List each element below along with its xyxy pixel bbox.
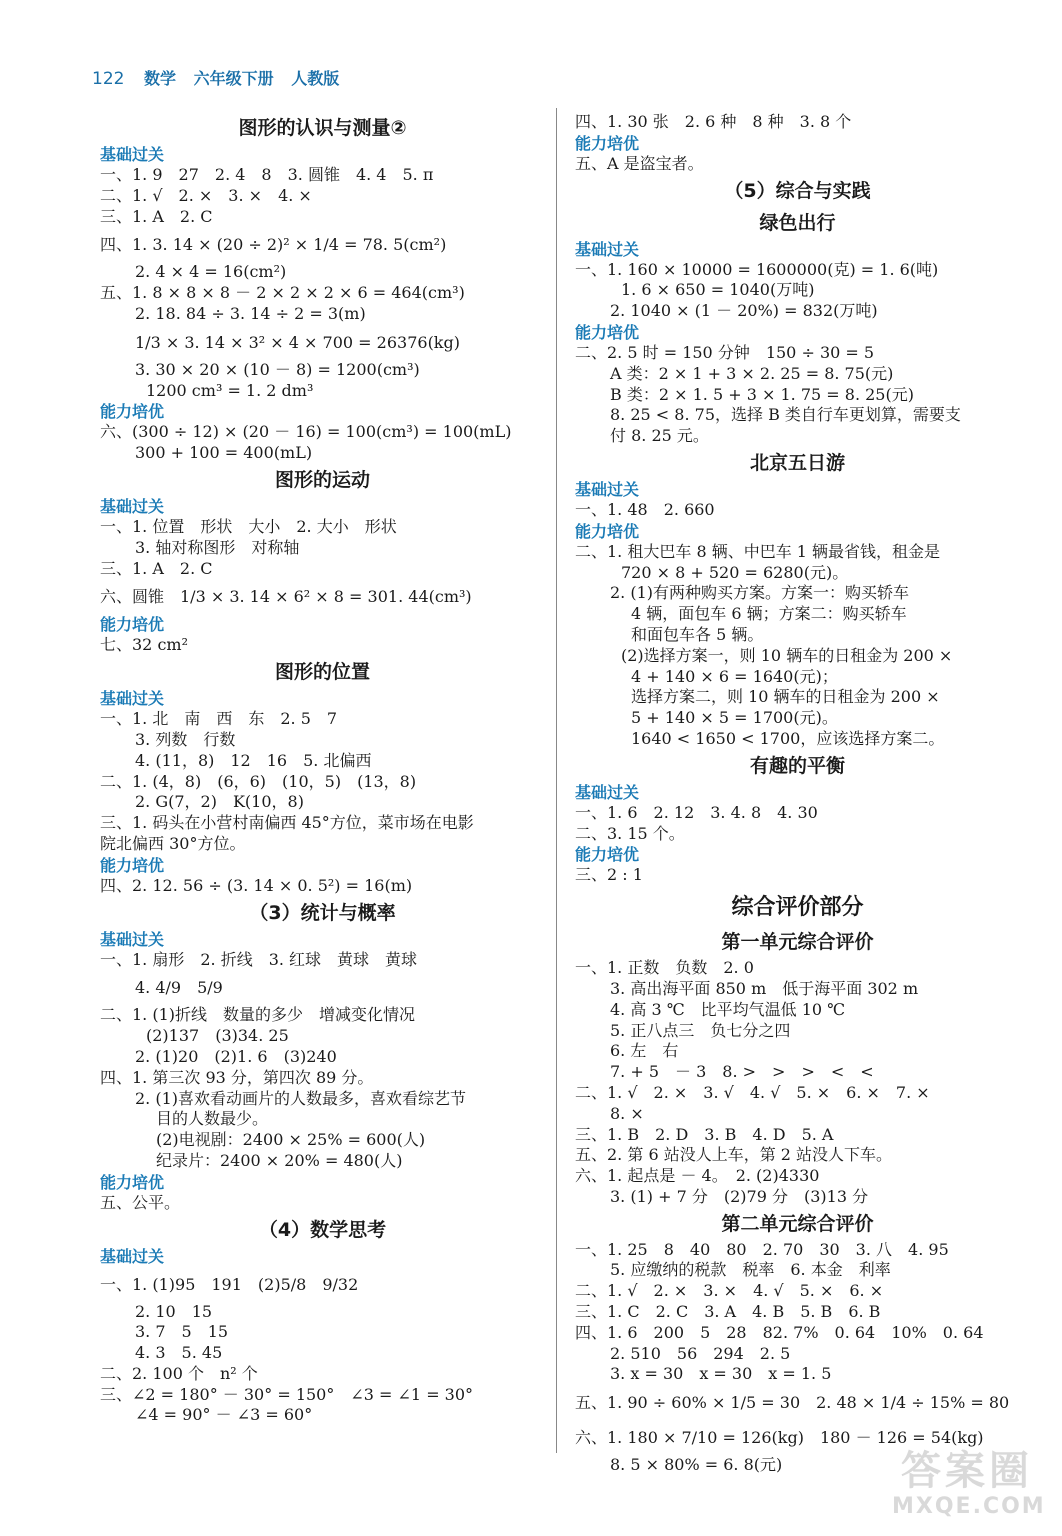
answer-line: 一、1. 9 27 2. 4 8 3. 圆锥 4. 4 5. π [100,165,434,184]
section-title: 图形的运动 [274,468,370,491]
subsection-label: 能力培优 [575,322,640,342]
answer-line: 3. x = 30 x = 30 x = 1. 5 [610,1364,832,1384]
answer-line: 三、1. B 2. D 3. B 4. D 5. A [575,1124,834,1144]
answer-line: 二、2. 100 个 n² 个 [100,1363,258,1383]
section-title: 第一单元综合评价 [721,931,874,954]
answer-line: 目的人数最少。 [156,1109,269,1129]
answer-line: 一、1. (1)95 191 (2)5/8 9/32 [100,1274,359,1294]
answer-line: 4 + 140 × 6 = 1640(元)； [631,666,838,686]
subsection-label: 基础过关 [100,929,165,949]
subsection-label: 能力培优 [100,615,165,635]
answer-line: 七、32 cm² [100,635,188,655]
column-divider [556,108,557,1453]
answer-line: 五、1. 8 × 8 × 8 － 2 × 2 × 2 × 6 = 464(cm³) [100,283,465,303]
answer-line: 六、1. 起点是 － 4。 2. (2)4330 [575,1166,820,1186]
answer-line: 四、1. 第三次 93 分，第四次 89 分。 [100,1067,374,1087]
answer-line: 二、1. √ 2. × 3. × 4. × [100,185,312,205]
subsection-label: 基础过关 [100,496,165,516]
subsection-label: 能力培优 [100,1172,165,1192]
answer-line: 三、1. A 2. C [100,558,213,578]
answer-line: 5. 正八点三 负七分之四 [610,1020,791,1040]
answer-line: 四、1. 3. 14 × (20 ÷ 2)² × 1/4 = 78. 5(cm²) [100,235,447,255]
answer-line: 六、(300 ÷ 12) × (20 － 16) = 100(cm³) = 100(mL) [100,422,512,442]
section-title: （4）数学思考 [258,1218,387,1241]
answer-line: 院北偏西 30°方位。 [100,833,246,853]
watermark-logo [892,1448,1046,1528]
subsection-label: 能力培优 [575,133,640,153]
answer-line: 3. 30 × 20 × (10 － 8) = 1200(cm³) [135,359,420,379]
answer-line: 纪录片：2400 × 20% = 480(人) [156,1150,403,1170]
answer-line: 1. 6 × 650 = 1040(万吨) [621,280,815,300]
answer-line: 7. + 5 － 3 8. > > > < < [610,1062,874,1082]
answer-line: B 类：2 × 1. 5 + 3 × 1. 75 = 8. 25(元) [610,384,914,404]
answer-line: 一、1. 扇形 2. 折线 3. 红球 黄球 黄球 [100,949,418,969]
section-title: 绿色出行 [759,211,836,234]
answer-line: 一、1. 160 × 10000 = 1600000(克) = 1. 6(吨) [575,259,939,279]
answer-line: 五、2. 第 6 站没人上车，第 2 站没人下车。 [575,1145,893,1165]
grade-label: 六年级下册 [193,69,274,88]
subsection-label: 能力培优 [575,521,640,541]
answer-line: 二、1. √ 2. × 3. × 4. √ 5. × 6. × [575,1281,884,1301]
answer-line: 4. 4/9 5/9 [135,978,223,998]
answer-line: 五、1. 90 ÷ 60% × 1/5 = 30 2. 48 × 1/4 ÷ 15% = 80 [575,1393,1010,1413]
answer-line: 六、圆锥 1/3 × 3. 14 × 6² × 8 = 301. 44(cm³) [100,587,472,607]
answer-line: 2. 510 56 294 2. 5 [610,1343,791,1363]
watermark-text: 答案圈 [901,1448,1033,1494]
answer-line: 选择方案二，则 10 辆车的日租金为 200 × [631,687,940,707]
section-title: （5）综合与实践 [724,179,871,202]
answer-line: ∠4 = 90° － ∠3 = 60° [135,1405,313,1425]
section-title: 有趣的平衡 [749,754,845,777]
answer-line: 一、1. 6 2. 12 3. 4. 8 4. 30 [575,802,818,822]
answer-line: 4. (11，8) 12 16 5. 北偏西 [135,750,372,770]
answer-line: 8. × [610,1103,644,1123]
answer-line: (2)137 (3)34. 25 [146,1026,289,1046]
answer-line: 8. 5 × 80% = 6. 8(元) [610,1455,783,1475]
answer-line: 720 × 8 + 520 = 6280(元)。 [621,562,849,582]
answer-line: 三、2 : 1 [575,865,643,885]
subsection-label: 能力培优 [100,855,165,875]
right-column [575,112,1020,1476]
answer-line: 付 8. 25 元。 [610,426,709,446]
answer-line: 六、1. 180 × 7/10 = 126(kg) 180 － 126 = 54(kg) [575,1428,984,1448]
answer-line: A 类：2 × 1 + 3 × 2. 25 = 8. 75(元) [610,363,894,383]
section-title: 图形的认识与测量② [238,117,407,139]
answer-line: 3. 列数 行数 [135,729,236,749]
section-title: 第二单元综合评价 [721,1212,874,1235]
answer-line: 2. 10 15 [135,1301,213,1321]
answer-line: 二、3. 15 个。 [575,823,685,843]
answer-line: 300 + 100 = 400(mL) [135,443,313,463]
subsection-label: 基础过关 [100,1246,165,1266]
subsection-label: 能力培优 [100,402,165,422]
answer-line: 二、1. (1)折线 数量的多少 增减变化情况 [100,1005,416,1025]
answer-line: 2. 4 × 4 = 16(cm²) [135,262,287,282]
answer-line: 2. (1)有两种购买方案。方案一：购买轿车 [610,583,910,603]
answer-line: 1/3 × 3. 14 × 3² × 4 × 700 = 26376(kg) [135,332,460,352]
answer-line: (2)电视剧：2400 × 25% = 600(人) [156,1130,426,1150]
page-header [92,66,339,89]
answer-line: 二、2. 5 时 = 150 分钟 150 ÷ 30 = 5 [575,342,875,362]
answer-line: 2. G(7，2) K(10，8) [135,792,304,812]
answer-line: 5 + 140 × 5 = 1700(元)。 [631,708,838,728]
answer-line: 一、1. 48 2. 660 [575,499,715,519]
subsection-label: 基础过关 [575,782,640,802]
page-number: 122 [92,69,125,89]
answer-line: 一、1. 北 南 西 东 2. 5 7 [100,709,338,729]
watermark-url: MXQE.COM [892,1494,1046,1519]
answer-line: 3. (1) + 7 分 (2)79 分 (3)13 分 [610,1186,869,1206]
answer-line: 4 辆，面包车 6 辆；方案二：购买轿车 [631,604,907,624]
answer-line: 二、1. 租大巴车 8 辆、中巴车 1 辆最省钱，租金是 [575,541,941,561]
answer-line: 三、∠2 = 180° － 30° = 150° ∠3 = ∠1 = 30° [100,1384,474,1404]
answer-line: 3. 轴对称图形 对称轴 [135,537,300,557]
subsection-label: 基础过关 [575,479,640,499]
answer-line: 一、1. 25 8 40 80 2. 70 30 3. 八 4. 95 [575,1239,949,1259]
answer-line: 2. 1040 × (1 － 20%) = 832(万吨) [610,301,878,321]
answer-line: 三、1. C 2. C 3. A 4. B 5. B 6. B [575,1302,881,1322]
answer-line: 2. (1)20 (2)1. 6 (3)240 [135,1046,337,1066]
subsection-label: 基础过关 [100,689,165,709]
answer-line: 4. 高 3 ℃ 比平均气温低 10 ℃ [610,999,846,1019]
answer-line: 五、公平。 [100,1192,181,1212]
answer-line: (2)选择方案一，则 10 辆车的日租金为 200 × [621,645,953,665]
answer-line: 5. 应缴纳的税款 税率 6. 本金 利率 [610,1260,891,1280]
answer-line: 二、1. (4，8) (6，6) (10，5) (13，8) [100,771,417,791]
answer-line: 2. (1)喜欢看动画片的人数最多，喜欢看综艺节 [135,1088,467,1108]
answer-line: 四、2. 12. 56 ÷ (3. 14 × 0. 5²) = 16(m) [100,875,413,895]
answer-line: 四、1. 30 张 2. 6 种 8 种 3. 8 个 [575,112,852,131]
subject-label: 数学 [144,69,177,88]
subsection-label: 基础过关 [100,145,165,164]
answer-line: 二、1. √ 2. × 3. √ 4. √ 5. × 6. × 7. × [575,1082,930,1102]
answer-line: 1200 cm³ = 1. 2 dm³ [146,380,314,400]
edition-label: 人教版 [291,69,340,88]
answer-line: 三、1. 码头在小营村南偏西 45°方位，菜市场在电影 [100,813,474,833]
answer-line: 8. 25 < 8. 75，选择 B 类自行车更划算，需要支 [610,405,961,425]
answer-line: 一、1. 正数 负数 2. 0 [575,958,754,978]
answer-line: 2. 18. 84 ÷ 3. 14 ÷ 2 = 3(m) [135,303,366,323]
answer-line: 三、1. A 2. C [100,206,213,226]
answer-line: 6. 左 右 [610,1041,679,1061]
left-column [100,112,545,1426]
subsection-label: 基础过关 [575,239,640,259]
answer-line: 和面包车各 5 辆。 [631,624,764,644]
answer-line: 四、1. 6 200 5 28 82. 7% 0. 64 10% 0. 64 [575,1322,984,1342]
answer-line: 4. 3 5. 45 [135,1343,223,1363]
answer-line: 一、1. 位置 形状 大小 2. 大小 形状 [100,516,397,536]
answer-line: 3. 高出海平面 850 m 低于海平面 302 m [610,978,919,998]
answer-line: 五、A 是盗宝者。 [575,153,704,173]
answer-line: 3. 7 5 15 [135,1322,229,1342]
subsection-label: 能力培优 [575,845,640,865]
answer-line: 1640 < 1650 < 1700，应该选择方案二。 [631,728,945,748]
section-title: （3）统计与概率 [249,901,396,924]
section-title: 图形的位置 [274,661,370,684]
section-title: 北京五日游 [749,451,845,474]
part-title: 综合评价部分 [731,895,864,921]
